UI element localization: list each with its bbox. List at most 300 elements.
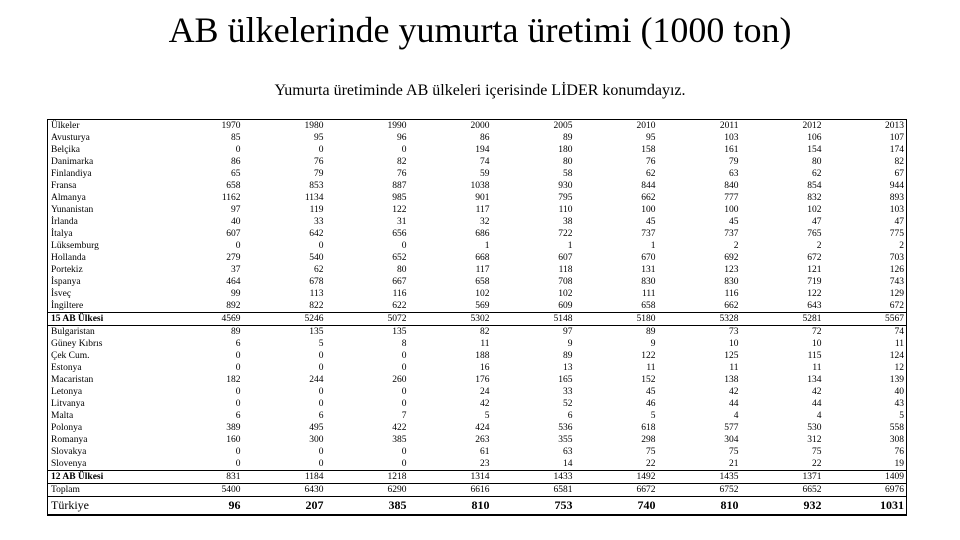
table-cell-value: 667 [392, 277, 407, 287]
table-cell-value: 1218 [326, 471, 409, 484]
table-cell-value: 0 [318, 351, 324, 361]
table-cell-value: 765 [807, 229, 822, 239]
table-cell-country: Güney Kıbrıs [48, 338, 160, 350]
table-cell-value: 1 [484, 241, 490, 251]
table-cell-value: 1 [567, 241, 573, 251]
table-cell-value: 76 [314, 157, 324, 167]
table-row [48, 484, 907, 497]
table-cell-value: 775 [824, 228, 907, 240]
table-row [48, 458, 907, 471]
table-cell-value: 102 [807, 205, 822, 215]
table-cell-country: Çek Cum. [48, 350, 160, 362]
table-cell-value: 22 [812, 459, 822, 469]
table-cell-value: 99 [231, 289, 241, 299]
table-cell-value: 14 [563, 459, 573, 469]
table-row [48, 326, 907, 339]
table-cell-value: 161 [724, 145, 739, 155]
table-cell-value: 853 [309, 181, 324, 191]
table-cell-value: 0 [401, 447, 407, 457]
table-cell-country: Avusturya [48, 132, 160, 144]
table-cell-value: 2 [733, 241, 739, 251]
table-cell-value: 2012 [741, 120, 824, 133]
table-cell-value: 0 [401, 459, 407, 469]
table-cell-value: 1980 [243, 120, 326, 133]
table-row [48, 350, 907, 362]
table-cell-value: 74 [824, 326, 907, 339]
table-cell-value: 260 [392, 375, 407, 385]
table-cell-value: 832 [807, 193, 822, 203]
table-cell-value: 44 [729, 399, 739, 409]
table-cell-value: 79 [729, 157, 739, 167]
table-cell-value: 176 [475, 375, 490, 385]
table-cell-value: 5246 [243, 313, 326, 326]
table-cell-value: 6290 [387, 485, 407, 495]
table-cell-value: 422 [392, 423, 407, 433]
table-cell-value: 0 [318, 363, 324, 373]
table-cell-value: 1371 [741, 471, 824, 484]
table-cell-value: 1031 [824, 497, 907, 516]
table-cell-value: 117 [475, 265, 490, 275]
table-cell-value: 44 [812, 399, 822, 409]
table-cell-value: 59 [480, 169, 490, 179]
table-cell-value: 0 [318, 447, 324, 457]
table-cell-value: 13 [563, 363, 573, 373]
table-cell-value: 740 [575, 497, 658, 516]
table-cell-value: 777 [724, 193, 739, 203]
table-cell-value: 89 [231, 327, 241, 337]
table-cell-value: 692 [724, 253, 739, 263]
table-cell-value: 743 [824, 276, 907, 288]
table-cell-value: 1492 [575, 471, 658, 484]
table-cell-value: 5 [318, 339, 324, 349]
table-cell-value: 822 [309, 301, 324, 311]
table-cell-value: 643 [807, 301, 822, 311]
table-cell-value: 737 [724, 229, 739, 239]
table-cell-value: 0 [235, 145, 241, 155]
table-cell-value: 577 [724, 423, 739, 433]
table-cell-value: 1314 [409, 471, 492, 484]
table-cell-value: 300 [309, 435, 324, 445]
table-cell-value: 6 [567, 411, 573, 421]
table-cell-value: 7 [401, 411, 407, 421]
table-cell-value: 10 [729, 339, 739, 349]
table-row [48, 471, 907, 484]
table-row [48, 240, 907, 252]
table-cell-value: 424 [475, 423, 490, 433]
table-cell-value: 6 [235, 339, 241, 349]
table-cell-value: 63 [729, 169, 739, 179]
table-cell-value: 719 [807, 277, 822, 287]
table-cell-value: 464 [226, 277, 241, 287]
table-cell-value: 901 [475, 193, 490, 203]
table-cell-value: 45 [646, 387, 656, 397]
table-cell-value: 1990 [326, 120, 409, 133]
table-cell-value: 8 [401, 339, 407, 349]
table-cell-value: 0 [235, 399, 241, 409]
table-row [48, 276, 907, 288]
table-cell-value: 279 [226, 253, 241, 263]
table-cell-value: 11 [646, 363, 656, 373]
table-cell-value: 810 [658, 497, 741, 516]
table-cell-value: 158 [641, 145, 656, 155]
table-cell-value: 31 [397, 217, 407, 227]
table-cell-value: 678 [309, 277, 324, 287]
table-cell-value: 75 [812, 447, 822, 457]
table-cell-value: 43 [824, 398, 907, 410]
table-cell-value: 6652 [802, 485, 822, 495]
table-cell-country: Fransa [48, 180, 160, 192]
table-cell-value: 47 [812, 217, 822, 227]
table-cell-value: 0 [235, 363, 241, 373]
table-cell-value: 95 [646, 133, 656, 143]
table-cell-value: 40 [824, 386, 907, 398]
table-cell-value: 385 [326, 497, 409, 516]
table-cell-value: 82 [824, 156, 907, 168]
table-cell-value: 82 [480, 327, 490, 337]
table-cell-value: 118 [558, 265, 573, 275]
table-cell-value: 708 [558, 277, 573, 287]
table-cell-value: 607 [558, 253, 573, 263]
table-cell-value: 0 [401, 363, 407, 373]
table-cell-value: 16 [480, 363, 490, 373]
table-cell-value: 86 [480, 133, 490, 143]
table-cell-value: 0 [235, 241, 241, 251]
table-cell-value: 569 [475, 301, 490, 311]
table-cell-value: 194 [475, 145, 490, 155]
table-cell-value: 385 [392, 435, 407, 445]
table-cell-value: 2000 [409, 120, 492, 133]
table-cell-value: 0 [401, 145, 407, 155]
table-cell-country: Yunanistan [48, 204, 160, 216]
table-row [48, 386, 907, 398]
table-cell-value: 80 [563, 157, 573, 167]
table-cell-value: 893 [824, 192, 907, 204]
page-subtitle: Yumurta üretiminde AB ülkeleri içerisinde LİDER konumdayız. [274, 82, 686, 99]
table-cell-value: 89 [563, 351, 573, 361]
table-cell-value: 12 [824, 362, 907, 374]
table-cell-value: 4569 [160, 313, 243, 326]
table-cell-value: 122 [807, 289, 822, 299]
table-cell-value: 2011 [658, 120, 741, 133]
table-cell-value: 102 [558, 289, 573, 299]
table-header-row [48, 120, 907, 133]
table-cell-country: Ülkeler [48, 120, 160, 133]
table-cell-value: 0 [401, 399, 407, 409]
table-cell-value: 944 [824, 180, 907, 192]
table-row [48, 216, 907, 228]
table-cell-country: Danimarka [48, 156, 160, 168]
table-cell-value: 737 [641, 229, 656, 239]
table-cell-value: 79 [314, 169, 324, 179]
table-cell-value: 642 [309, 229, 324, 239]
table-cell-value: 622 [392, 301, 407, 311]
table-cell-country: Bulgaristan [48, 326, 160, 339]
table-row [48, 132, 907, 144]
table-cell-value: 103 [824, 204, 907, 216]
table-cell-value: 5148 [492, 313, 575, 326]
table-cell-value: 840 [724, 181, 739, 191]
table-cell-value: 111 [641, 289, 656, 299]
table-cell-value: 11 [812, 363, 822, 373]
table-cell-country: Finlandiya [48, 168, 160, 180]
table-row [48, 288, 907, 300]
table-cell-value: 932 [741, 497, 824, 516]
table-cell-value: 1134 [304, 193, 324, 203]
table-cell-value: 844 [641, 181, 656, 191]
table-cell-value: 5 [650, 411, 656, 421]
table-cell-value: 558 [824, 422, 907, 434]
table-cell-value: 930 [558, 181, 573, 191]
table-cell-value: 45 [646, 217, 656, 227]
table-cell-value: 753 [492, 497, 575, 516]
table-cell-value: 97 [563, 327, 573, 337]
table-cell-value: 0 [235, 351, 241, 361]
table-cell-value: 308 [824, 434, 907, 446]
table-cell-value: 80 [397, 265, 407, 275]
table-cell-country: Romanya [48, 434, 160, 446]
table-cell-country: İspanya [48, 276, 160, 288]
table-cell-value: 75 [729, 447, 739, 457]
table-cell-value: 62 [812, 169, 822, 179]
table-cell-country: Letonya [48, 386, 160, 398]
table-cell-value: 830 [641, 277, 656, 287]
table-cell-value: 6752 [719, 485, 739, 495]
table-cell-value: 263 [475, 435, 490, 445]
table-cell-value: 495 [309, 423, 324, 433]
table-cell-country: Slovakya [48, 446, 160, 458]
table-cell-country: Portekiz [48, 264, 160, 276]
table-cell-value: 23 [480, 459, 490, 469]
table-cell-value: 6430 [304, 485, 324, 495]
table-cell-value: 180 [558, 145, 573, 155]
egg-production-table [47, 119, 907, 516]
table-cell-value: 124 [824, 350, 907, 362]
table-cell-value: 0 [318, 459, 324, 469]
table-cell-value: 139 [824, 374, 907, 386]
table-cell-value: 662 [724, 301, 739, 311]
table-cell-value: 86 [231, 157, 241, 167]
table-row [48, 300, 907, 313]
table-cell-value: 115 [807, 351, 822, 361]
table-cell-value: 1162 [221, 193, 241, 203]
table-cell-value: 37 [231, 265, 241, 275]
table-row [48, 192, 907, 204]
table-cell-value: 2 [816, 241, 822, 251]
table-cell-value: 0 [401, 387, 407, 397]
table-cell-country: Almanya [48, 192, 160, 204]
table-cell-value: 21 [729, 459, 739, 469]
table-row [48, 374, 907, 386]
table-cell-value: 854 [807, 181, 822, 191]
table-cell-value: 74 [480, 157, 490, 167]
table-cell-value: 103 [724, 133, 739, 143]
table-cell-value: 135 [392, 327, 407, 337]
table-row [48, 264, 907, 276]
table-row [48, 252, 907, 264]
table-cell-country: Slovenya [48, 458, 160, 471]
table-cell-value: 672 [807, 253, 822, 263]
table-cell-value: 110 [558, 205, 573, 215]
table-cell-value: 2010 [575, 120, 658, 133]
table-cell-value: 76 [824, 446, 907, 458]
table-cell-value: 5072 [326, 313, 409, 326]
table-cell-country: Belçika [48, 144, 160, 156]
table-cell-value: 5567 [824, 313, 907, 326]
table-cell-value: 76 [397, 169, 407, 179]
table-cell-value: 686 [475, 229, 490, 239]
table-cell-value: 96 [397, 133, 407, 143]
table-cell-value: 0 [318, 241, 324, 251]
table-cell-value: 722 [558, 229, 573, 239]
table-cell-value: 658 [475, 277, 490, 287]
table-cell-value: 165 [558, 375, 573, 385]
table-cell-value: 9 [650, 339, 656, 349]
table-cell-value: 11 [480, 339, 490, 349]
table-cell-country: 12 AB Ülkesi [48, 471, 160, 484]
table-cell-value: 670 [641, 253, 656, 263]
table-cell-value: 100 [641, 205, 656, 215]
table-cell-value: 160 [226, 435, 241, 445]
table-cell-value: 38 [563, 217, 573, 227]
table-cell-value: 102 [475, 289, 490, 299]
table-cell-value: 45 [729, 217, 739, 227]
table-cell-value: 107 [824, 132, 907, 144]
table-cell-value: 703 [824, 252, 907, 264]
table-cell-value: 6581 [553, 485, 573, 495]
table-cell-value: 0 [235, 459, 241, 469]
table-cell-value: 52 [563, 399, 573, 409]
table-cell-value: 1433 [492, 471, 575, 484]
table-cell-value: 95 [314, 133, 324, 143]
table-cell-country: İtalya [48, 228, 160, 240]
table-cell-value: 831 [160, 471, 243, 484]
table-cell-value: 355 [558, 435, 573, 445]
table-cell-value: 985 [392, 193, 407, 203]
table-cell-value: 1970 [160, 120, 243, 133]
table-cell-value: 182 [226, 375, 241, 385]
table-cell-value: 63 [563, 447, 573, 457]
table-row [48, 398, 907, 410]
table-cell-value: 119 [309, 205, 324, 215]
table-cell-value: 65 [231, 169, 241, 179]
table-cell-value: 5 [824, 410, 907, 422]
table-cell-value: 0 [235, 387, 241, 397]
table-cell-value: 42 [812, 387, 822, 397]
table-cell-value: 113 [309, 289, 324, 299]
table-row [48, 204, 907, 216]
table-cell-value: 174 [824, 144, 907, 156]
table-cell-value: 5400 [221, 485, 241, 495]
table-cell-value: 530 [807, 423, 822, 433]
table-cell-value: 1 [650, 241, 656, 251]
table-cell-value: 6672 [636, 485, 656, 495]
table-cell-country: Hollanda [48, 252, 160, 264]
table-row-turkey [48, 497, 907, 516]
table-cell-value: 887 [392, 181, 407, 191]
table-cell-value: 131 [641, 265, 656, 275]
table-cell-country: Polonya [48, 422, 160, 434]
table-cell-value: 607 [226, 229, 241, 239]
table-cell-value: 19 [824, 458, 907, 471]
table-cell-value: 117 [475, 205, 490, 215]
table-cell-country: İsveç [48, 288, 160, 300]
table-cell-value: 6616 [470, 485, 490, 495]
table-cell-value: 122 [392, 205, 407, 215]
table-cell-value: 75 [646, 447, 656, 457]
table-cell-value: 33 [314, 217, 324, 227]
table-cell-value: 138 [724, 375, 739, 385]
table-cell-value: 795 [558, 193, 573, 203]
table-cell-value: 85 [231, 133, 241, 143]
table-cell-value: 0 [318, 399, 324, 409]
table-cell-value: 61 [480, 447, 490, 457]
table-row [48, 410, 907, 422]
page-title: AB ülkelerinde yumurta üretimi (1000 ton) [168, 10, 792, 50]
table-cell-value: 0 [235, 447, 241, 457]
table-cell-value: 6 [318, 411, 324, 421]
table-cell-value: 80 [812, 157, 822, 167]
table-cell-value: 188 [475, 351, 490, 361]
table-cell-value: 121 [807, 265, 822, 275]
table-cell-value: 609 [558, 301, 573, 311]
table-cell-country: Malta [48, 410, 160, 422]
table-cell-value: 11 [729, 363, 739, 373]
table-cell-value: 5180 [575, 313, 658, 326]
table-cell-value: 540 [309, 253, 324, 263]
table-cell-value: 73 [729, 327, 739, 337]
table-row [48, 446, 907, 458]
table-cell-value: 76 [646, 157, 656, 167]
table-cell-value: 389 [226, 423, 241, 433]
table-cell-value: 82 [397, 157, 407, 167]
table-cell-country: Toplam [48, 484, 160, 497]
table-cell-value: 46 [646, 399, 656, 409]
table-cell-value: 1038 [470, 181, 490, 191]
table-cell-value: 244 [309, 375, 324, 385]
table-cell-value: 1409 [824, 471, 907, 484]
table-cell-value: 5328 [658, 313, 741, 326]
table-row [48, 144, 907, 156]
table-cell-value: 40 [231, 217, 241, 227]
table-cell-value: 6 [235, 411, 241, 421]
table-cell-value: 672 [824, 300, 907, 313]
table-cell-value: 32 [480, 217, 490, 227]
table-cell-value: 5 [484, 411, 490, 421]
table-cell-country: Lüksemburg [48, 240, 160, 252]
table-cell-value: 122 [641, 351, 656, 361]
table-cell-value: 304 [724, 435, 739, 445]
table-cell-value: 100 [724, 205, 739, 215]
table-cell-value: 33 [563, 387, 573, 397]
table-cell-country: Estonya [48, 362, 160, 374]
table-cell-value: 0 [318, 145, 324, 155]
table-row [48, 434, 907, 446]
table-cell-value: 58 [563, 169, 573, 179]
table-row [48, 313, 907, 326]
table-cell-value: 135 [309, 327, 324, 337]
table-cell-value: 2005 [492, 120, 575, 133]
table-cell-value: 5302 [409, 313, 492, 326]
table-cell-value: 668 [475, 253, 490, 263]
table-cell-value: 154 [807, 145, 822, 155]
table-cell-value: 62 [314, 265, 324, 275]
table-cell-value: 125 [724, 351, 739, 361]
table-cell-value: 152 [641, 375, 656, 385]
table-row [48, 168, 907, 180]
table-cell-value: 658 [641, 301, 656, 311]
table-cell-value: 662 [641, 193, 656, 203]
table-cell-country: Macaristan [48, 374, 160, 386]
